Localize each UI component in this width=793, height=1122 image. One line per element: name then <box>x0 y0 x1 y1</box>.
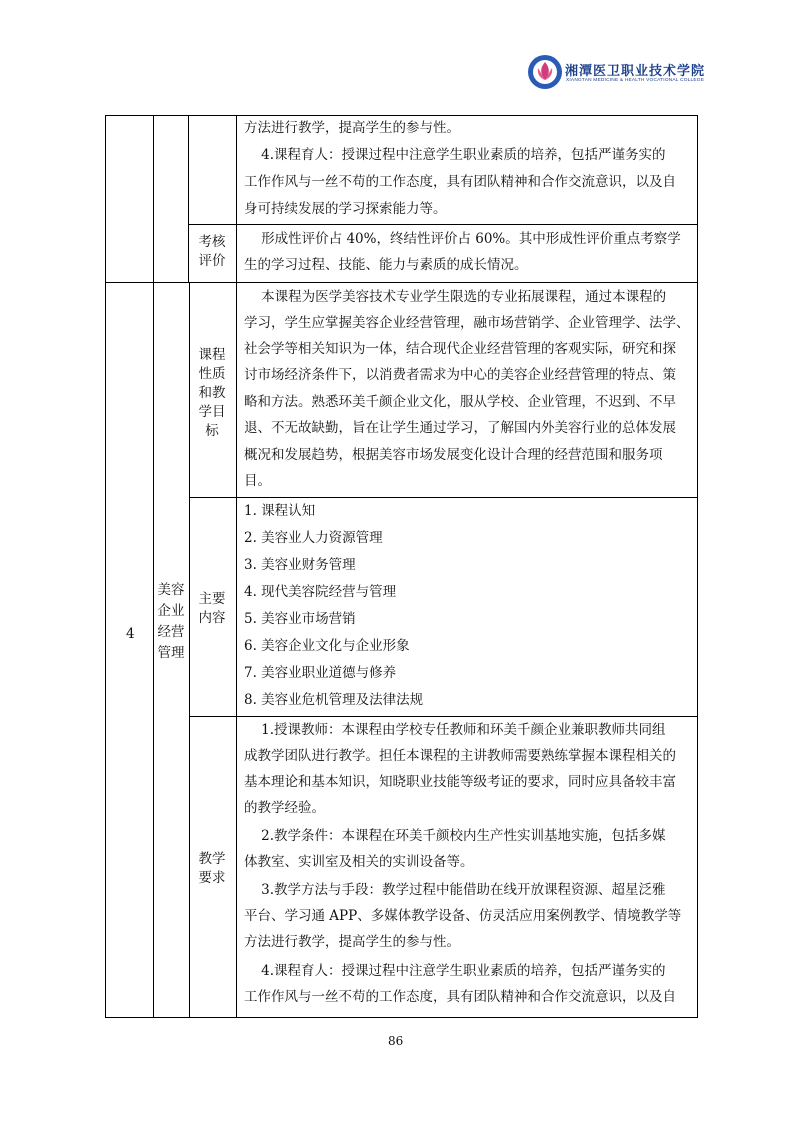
school-name-en: XIANGTAN MEDICINE & HEALTH VOCATIONAL COLLEGE <box>566 78 705 83</box>
text-line: 概况和发展趋势，根据美容市场发展变化设计合理的经营范围和服务项 <box>244 447 663 463</box>
text-line: 讨市场经济条件下，以消费者需求为中心的美容企业经营管理的特点、策 <box>244 367 676 383</box>
list-item: 7. 美容业职业道德与修养 <box>244 665 397 681</box>
text-line: 基本理论和基本知识，知晓职业技能等级考证的要求，同时应具备较丰富 <box>244 774 676 790</box>
text-line: 生的学习过程、技能、能力与素质的成长情况。 <box>244 257 528 273</box>
nature-label: 课程性质和教学目标 <box>198 347 226 439</box>
list-item: 5. 美容业市场营销 <box>244 611 356 627</box>
list-item: 8. 美容业危机管理及法律法规 <box>244 692 424 708</box>
text-line: 社会学等相关知识为一体，结合现代企业经营管理的客观实际，研究和探 <box>244 341 676 357</box>
text-line: 4.课程育人：授课过程中注意学生职业素质的培养，包括严谨务实的 <box>244 963 666 979</box>
school-name: 湘潭医卫职业技术学院 <box>565 64 706 79</box>
text-line: 2.教学条件：本课程在环美千颜校内生产性实训基地实施，包括多媒 <box>244 828 666 844</box>
requirement-label: 教学要求 <box>198 851 226 886</box>
list-item: 3. 美容业财务管理 <box>244 557 356 573</box>
text-line: 工作作风与一丝不苟的工作态度，具有团队精神和合作交流意识，以及自 <box>244 989 676 1005</box>
course-number: 4 <box>126 626 135 642</box>
text-line: 3.教学方法与手段：教学过程中能借助在线开放课程资源、超星泛雅 <box>244 882 666 898</box>
course-name: 美容企业经营管理 <box>157 582 185 661</box>
text-line: 方法进行教学，提高学生的参与性。 <box>244 934 460 950</box>
assessment-label: 考核评价 <box>198 234 226 269</box>
list-item: 6. 美容企业文化与企业形象 <box>244 638 410 654</box>
text-line: 体教室、实训室及相关的实训设备等。 <box>244 854 474 870</box>
text-line: 成教学团队进行教学。担任本课程的主讲教师需要熟练掌握本课程相关的 <box>244 748 676 764</box>
list-item: 4. 现代美容院经营与管理 <box>244 584 397 600</box>
text-line: 的教学经验。 <box>244 800 325 816</box>
text-line: 退、不无故缺勤，旨在让学生通过学习，了解国内外美容行业的总体发展 <box>244 420 676 436</box>
text-line: 目。 <box>244 473 271 489</box>
text-line: 平台、学习通 APP、多媒体教学设备、仿灵活应用案例教学、情境教学等 <box>244 908 682 924</box>
text-line: 本课程为医学美容技术专业学生限选的专业拓展课程，通过本课程的 <box>244 289 667 305</box>
text-line: 4.课程育人：授课过程中注意学生职业素质的培养，包括严谨务实的 <box>244 147 666 163</box>
text-line: 形成性评价占 40%，终结性评价占 60%。其中形成性评价重点考察学 <box>244 231 681 247</box>
text-line: 略和方法。熟悉环美千颜企业文化，服从学校、企业管理，不迟到、不早 <box>244 394 676 410</box>
content-label: 主要内容 <box>198 591 226 626</box>
text-line: 学习，学生应掌握美容企业经营管理，融市场营销学、企业管理学、法学、 <box>244 315 690 331</box>
page-number: 86 <box>388 1034 404 1048</box>
text-line: 身可持续发展的学习探索能力等。 <box>244 201 447 217</box>
text-line: 1.授课教师：本课程由学校专任教师和环美千颜企业兼职教师共同组 <box>244 722 666 738</box>
text-line: 工作作风与一丝不苟的工作态度，具有团队精神和合作交流意识，以及自 <box>244 174 676 190</box>
list-item: 2. 美容业人力资源管理 <box>244 530 383 546</box>
text-line: 方法进行教学，提高学生的参与性。 <box>244 120 460 136</box>
list-item: 1. 课程认知 <box>244 503 316 519</box>
